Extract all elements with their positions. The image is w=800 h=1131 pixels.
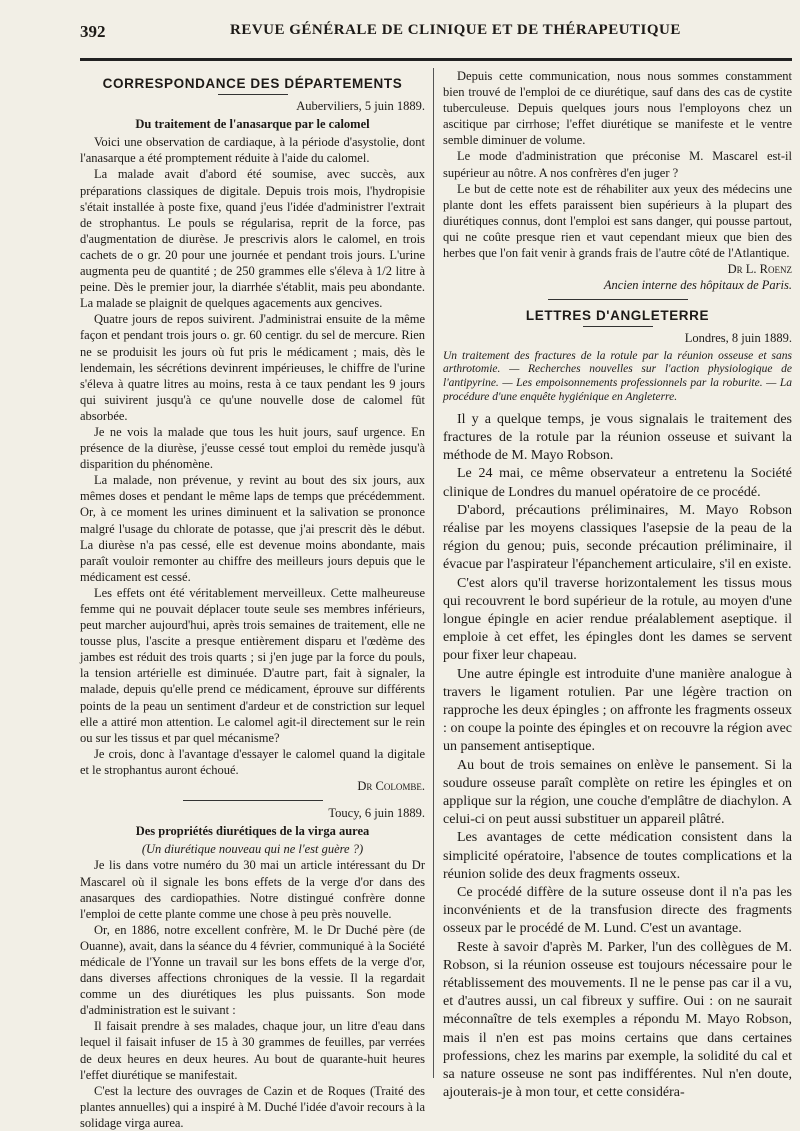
signature: Dr L. Roenz (727, 262, 792, 277)
paragraph: Les effets ont été véritablement merveilleux. Cette malheureuse femme qui ne pouvait déplacer toute seule ses membres inférieurs, peut marcher aujourd'hui, après trois semaines de traitement, elle ne tousse plus, l'ascite a presque entièrement disparu et l'œdème des jambes est réduit des trois quarts ; si j'en juge par la force du pouls, la tension artérielle est diminuée. D'autre part, fait à signaler, la malade, depuis qu'elle prend ce médicament, éprouve sur différents points de la peau un sentiment d'ardeur et de constriction sur lequel elle a attiré mon attention. Le calomel agit-il directement sur le rein ou sur les tissus et par quel mécanisme? (80, 585, 425, 745)
paragraph: Je crois, donc à l'avantage d'essayer le calomel quand la digitale et le strophantus auront échoué. (80, 746, 425, 777)
paragraph: Quatre jours de repos suivirent. J'administrai ensuite de la même façon et pendant trois jours o. gr. 60 centigr. du sel de mercure. Rien ne se produisit les jours où fut pris le médicament ; mais, dès le lendemain, les sécrétions devinrent impérieuses, le chiffre de l'urine s'éleva à quatre litres au moins, resta à ce taux pendant les 9 jours qui suivirent jusqu'à ce qu'une nouvelle dose de calomel fût absorbée. (80, 312, 425, 423)
running-title: REVUE GÉNÉRALE DE CLINIQUE ET DE THÉRAPEUTIQUE (230, 22, 681, 38)
dateline: Auberviliers, 5 juin 1889. (296, 99, 425, 114)
header-rule (80, 58, 792, 61)
paragraph: Une autre épingle est introduite d'une manière analogue à travers le ligament rotulien. Par une légère traction on rapproche les deux épingles ; on affronte les fragments osseux : on coupe la pointe des épingles et on recouvre la région avec un pansement antiseptique. (443, 666, 792, 755)
paragraph: Les avantages de cette médication consistent dans la simplicité opératoire, l'absence de toutes complications et la réunion solide des deux fragments osseux. (443, 830, 792, 882)
paragraph: La malade, non prévenue, y revint au bout des six jours, aux mêmes doses et pendant le même laps de temps que précédemment. Or, à ce moment les urines diminuent et la salivation se prononce malgré l'usage du chlorate de potasse, que j'ai prescrit dès le début. La diurèse n'a pas cessé, elle est devenue moins abondante, mais paraît vouloir remonter au chiffre des meilleurs jours depuis que le médicament est cessé. (80, 473, 425, 584)
paragraph: Voici une observation de cardiaque, à la période d'asystolie, dont l'anasarque a été promptement réduite à l'aide du calomel. (80, 135, 425, 166)
section-rule (583, 326, 653, 327)
dateline: Toucy, 6 juin 1889. (328, 806, 425, 821)
paragraph: Je ne vois la malade que tous les huit jours, sauf urgence. En présence de la diurèse, j'eusse cessé tout emploi du remède jusqu'à disparition du phénomène. (80, 424, 425, 472)
paragraph: C'est alors qu'il traverse horizontalement les tissus mous qui recouvrent le bord supérieur de la rotule, au moyen d'une longue épingle en acier rendue préalablement aseptique. il emploie à cet effet, les épingles dont les dames se servent pour fixer leur chapeau. (443, 575, 792, 664)
article-title: Des propriétés diurétiques de la virga aurea (135, 824, 370, 839)
section-title-angleterre: LETTRES D'ANGLETERRE (525, 308, 710, 324)
paragraph: C'est la lecture des ouvrages de Cazin et de Roques (Traité des plantes annuelles) qui a inspiré à M. Duché l'idée d'avoir recours à la solidage virga aurea. (80, 1083, 425, 1130)
left-column (80, 68, 425, 1131)
paragraph: Le mode d'administration que préconise M. Mascarel est-il supérieur au nôtre. A nos confrères d'en juger ? (443, 149, 792, 180)
article-title: Du traitement de l'anasarque par le calomel (135, 117, 370, 132)
paragraph: Reste à savoir d'après M. Parker, l'un des collègues de M. Robson, si la réunion osseuse est toujours nécessaire pour le rétablissement des mouvements. Il ne le pense pas car il a vu, et d'autres aussi, un cal fibreux y suffire. Oui : on ne saurait méconnaître de tels exemples a répondu M. Mayo Robson, mais il n'en est pas moins certains que dans certaines professions, chez les marins par exemple, la solidité du cal et sa nature osseuse ne sont pas indifférentes. Nul n'en doute, ajouterais-je à mon tour, et cette considéra- (443, 939, 792, 1101)
section-rule (218, 94, 288, 95)
paragraph: Depuis cette communication, nous nous sommes constamment bien trouvé de l'emploi de ce diurétique, sauf dans des cas de cystite tuberculeuse. Depuis quelques jours nous l'employons chez un ascitique par cirrhose; l'effet diurétique se manifeste et le ventre semble diminuer de volume. (443, 69, 792, 148)
article-abstract: Un traitement des fractures de la rotule par la réunion osseuse et sans arthrotomie. — Recherches nouvelles sur l'action physiologique de l'antipyrine. — Les empoisonnements professionnels par la roburite. — La procédure d'une enquête hygiénique en Angleterre. (443, 349, 792, 403)
paragraph: Il faisait prendre à ses malades, chaque jour, un litre d'eau dans lequel il faisait infuser de 15 à 30 grammes de feuilles, par verrées de deux heures en deux heures. Au bout de quarante-huit heures l'effet diurétique se manifestait. (80, 1019, 425, 1082)
article-separator (548, 299, 688, 300)
right-column (443, 68, 792, 1102)
dateline: Londres, 8 juin 1889. (684, 331, 792, 346)
paragraph: Il y a quelque temps, je vous signalais le traitement des fractures de la rotule par la réunion osseuse et suivant la méthode de M. Mayo Robson. (443, 411, 792, 464)
article-separator (183, 800, 323, 801)
page-header (80, 22, 795, 46)
paragraph: Au bout de trois semaines on enlève le pansement. Si la soudure osseuse paraît complète on retire les épingles et on applique sur la région, une couche d'emplâtre de diachylon. A celui-ci on peut aussi substituer un appareil plâtré. (443, 757, 792, 828)
signature-note: Ancien interne des hôpitaux de Paris. (603, 278, 792, 293)
page-number: 392 (80, 22, 106, 41)
column-divider (433, 68, 434, 1078)
paragraph: D'abord, précautions préliminaires, M. Mayo Robson réalise par les moyens classiques l'asepsie de la peau de la région du genou; puis, seconde précaution préliminaire, il évacue par l'aspirateur l'épanchement articulaire, s'il en existe. (443, 502, 792, 573)
paragraph: Ce procédé diffère de la suture osseuse dont il n'a pas les inconvénients et de la transfusion directe des fragments osseux par le procédé de M. Lund. C'est un avantage. (443, 884, 792, 937)
paragraph: Le 24 mai, ce même observateur a entretenu la Société clinique de Londres du manuel opératoire de ce procédé. (443, 466, 792, 500)
paragraph: Je lis dans votre numéro du 30 mai un article intéressant du Dr Mascarel où il signale les bons effets de la verge d'or dans des anasarques des cardiopathies. Notre distingué confrère donne l'emploi de cette plante comme une chose à peu près nouvelle. (80, 858, 425, 921)
paragraph: La malade avait d'abord été soumise, avec succès, aux préparations classiques de digitale. Depuis trois mois, l'hydropisie s'était installée à poste fixe, quand j'eus l'idée d'administrer l'extrait de strophantus. Le pouls se régularisa, reprit de la force, pas d'augmentation de diurèse. Je prescrivis alors le calomel, en trois cachets de o gr. 20 pour une journée et pendant trois jours. L'urine augmenta peu de quantité ; de 250 grammes elle s'éleva à 1/2 litre à peine. Dès le premier jour, la diarrhée s'établit, mais peu abondante. La malade se plaignit de quelques agacements aux gencives. (80, 167, 425, 311)
signature: Dr Colombe. (357, 779, 425, 794)
section-title-correspondance: CORRESPONDANCE DES DÉPARTEMENTS (102, 76, 403, 91)
paragraph: Le but de cette note est de réhabiliter aux yeux des médecins une plante dont les effets paraissent bien supérieurs à la plupart des diurétiques connus, dont l'emploi est sans danger, qui pousse partout, qui ne coûte presque rien et vaut cependant mieux que bien des herbes que l'on fait venir à grands frais de l'autre côté de l'Atlantique. (443, 181, 792, 261)
article-subtitle: (Un diurétique nouveau qui ne l'est guère ?) (141, 842, 364, 857)
paragraph: Or, en 1886, notre excellent confrère, M. le Dr Duché père (de Ouanne), avait, dans la séance du 4 février, communiqué à la Société médicale de l'Yonne un travail sur les bons effets de la verge d'or, dans diverses affections chroniques de la vessie. Il la regardait comme un des diurétiques les plus puissants. Son mode d'administration est le suivant : (80, 922, 425, 1018)
